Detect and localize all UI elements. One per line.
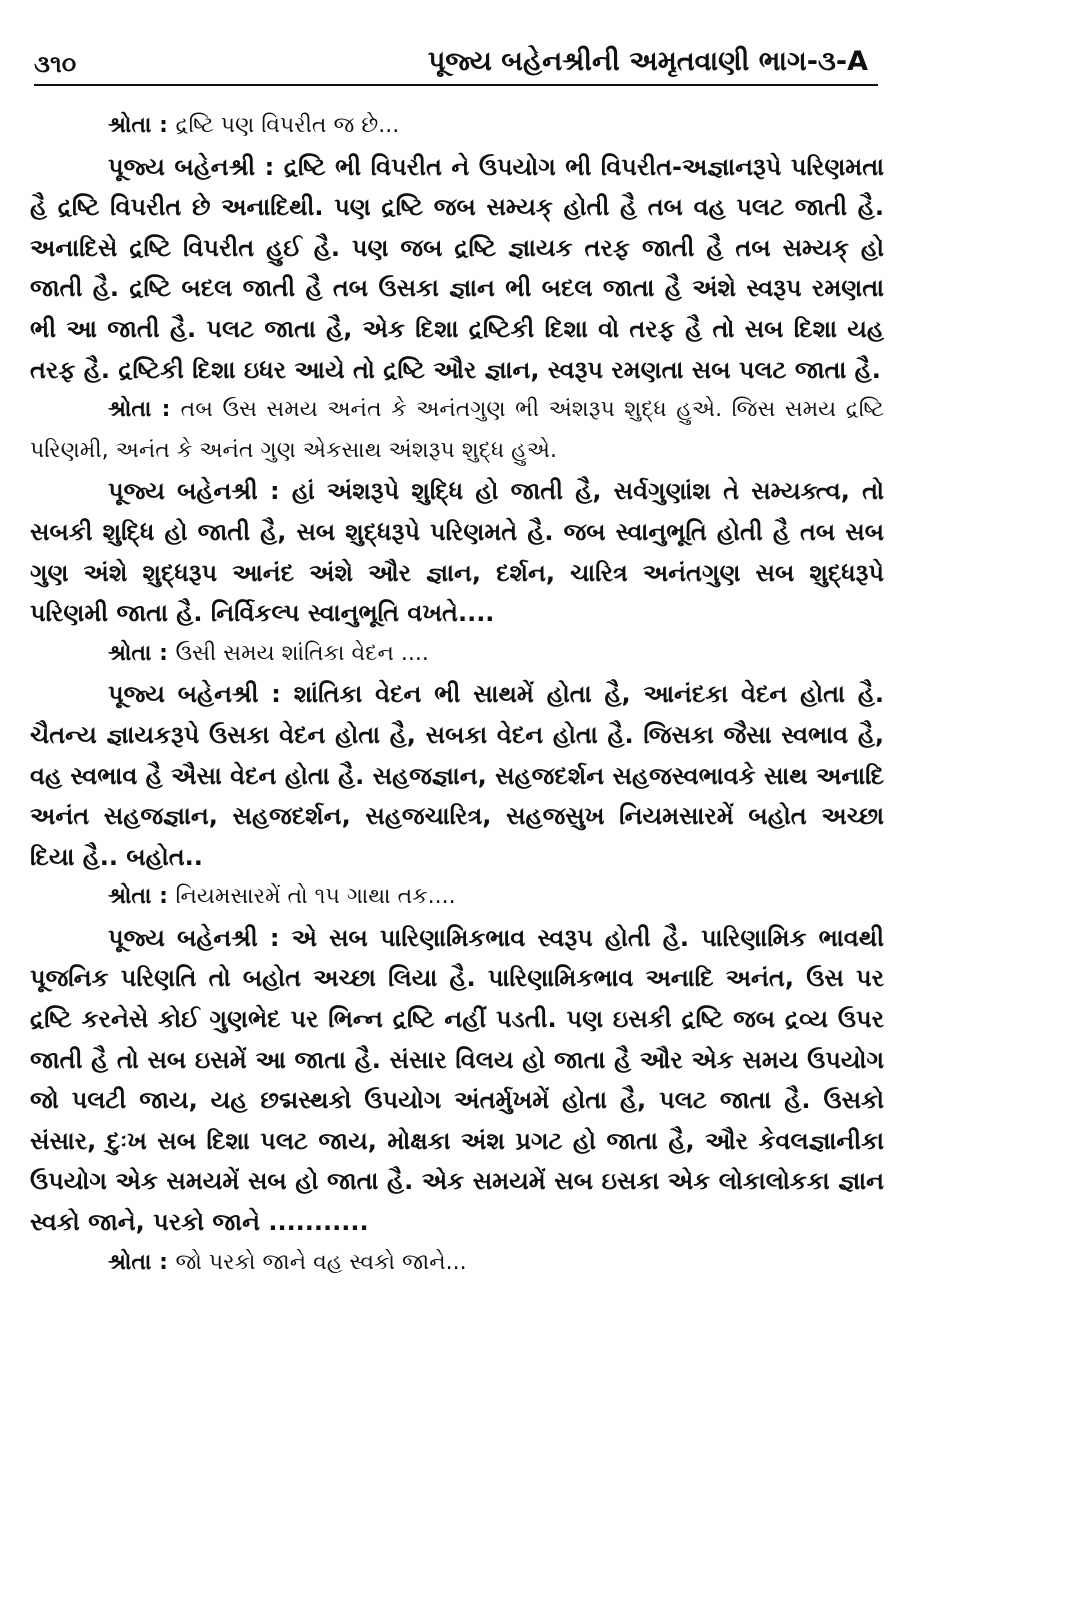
speaker-label: શ્રોતા xyxy=(108,113,152,138)
speaker-label: પૂજ્ય બહેનશ્રી xyxy=(108,477,258,506)
paragraph-text: શાંતિકા વેદન ભી સાથમેં હોતા હૈ, આનંદકા વેદન હોતા હૈ. ચૈતન્ય જ્ઞાયકરૂપે ઉસકા વેદન હોતા હૈ, સબકા વેદન હોતા હૈ. જિસકા જૈસા સ્વભાવ હૈ, વહ સ્વભાવ હૈ ઐસા વેદન હોતા હૈ. સહજજ્ઞાન, સહજદર્શન સહજસ્વભાવકે સાથ અનાદિ અનંત સહજજ્ઞાન, સહજદર્શન, સહજચારિત્ર, સહજસુખ નિયમસારમેં બહોત અચ્છા દિયા હૈ.. બહોત.. xyxy=(30,680,884,871)
speaker-label: શ્રોતા xyxy=(108,640,152,666)
paragraph-text: તબ ઉસ સમય અનંત કે અનંતગુણ ભી અંશરૂપ શુદ્ધ હુએ. જિસ સમય દ્રષ્ટિ પરિણમી, અનંત કે અનંત ગુણ એકસાથ અંશરૂપ શુદ્ધ હુએ. xyxy=(30,397,884,463)
paragraph-listener: શ્રોતા : દ્રષ્ટિ પણ વિપરીત જ છે... xyxy=(108,113,400,138)
speaker-label: પૂજ્ય બહેનશ્રી xyxy=(108,923,258,952)
page-number: ૩૧૦ xyxy=(34,50,77,78)
speaker-label: શ્રોતા xyxy=(108,1249,152,1275)
paragraph-listener: શ્રોતા : જો પરકો જાને વહ સ્વકો જાને... xyxy=(108,1249,467,1275)
paragraph-listener: શ્રોતા : ઉસી સમય શાંતિકા વેદન .... xyxy=(108,640,429,666)
paragraph-speaker: પૂજ્ય બહેનશ્રી : શાંતિકા વેદન ભી સાથમેં હોતા હૈ, આનંદકા વેદન હોતા હૈ. ચૈતન્ય જ્ઞાયકરૂપે ઉસકા વેદન હોતા હૈ, સબકા વેદન હોતા હૈ. જિસકા જૈસા સ્વભાવ હૈ, વહ સ્વભાવ હૈ ઐસા વેદન હોતા હૈ. સહજજ્ઞાન, સહજદર્શન સહજસ્વભાવકે સાથ અનાદિ અનંત સહજજ્ઞાન, સહજદર્શન, સહજચારિત્ર, સહજસુખ નિયમસારમેં બહોત અચ્છા દિયા હૈ.. બહોત.. xyxy=(30,680,884,871)
paragraph-speaker: પૂજ્ય બહેનશ્રી : એ સબ પારિણામિકભાવ સ્વરૂપ હોતી હૈ. પારિણામિક ભાવથી પૂજનિક પરિણતિ તો બહોત અચ્છા લિયા હૈ. પારિણામિકભાવ અનાદિ અનંત, ઉસ પર દ્રષ્ટિ કરનેસે કોઈ ગુણભેદ પર ભિન્ન દ્રષ્ટિ નહીં પડતી. પણ ઇસકી દ્રષ્ટિ જબ દ્રવ્ય ઉપર જાતી હૈ તો સબ ઇસમેં આ જાતા હૈ. સંસાર વિલય હો જાતા હૈ ઔર એક સમય ઉપયોગ જો પલટી જાય, યહ છદ્મસ્થકો ઉપયોગ અંતર્મુખમેં હોતા હૈ, પલટ જાતા હૈ. ઉસકો સંસાર, દુઃખ સબ દિશા પલટ જાય, મોક્ષકા અંશ પ્રગટ હો જાતા હૈ, ઔર કેવલજ્ઞાનીકા ઉપયોગ એક સમયમેં સબ હો જાતા હૈ. એક સમયમેં સબ ઇસકા એક લોકાલોકકા જ્ઞાન સ્વકો જાને, પરકો જાને ........... xyxy=(30,923,884,1237)
paragraph-speaker: પૂજ્ય બહેનશ્રી : દ્રષ્ટિ ભી વિપરીત ને ઉપયોગ ભી વિપરીત-અજ્ઞાનરૂપે પરિણમતા હૈ દ્રષ્ટિ વિપરીત છે અનાદિથી. પણ દ્રષ્ટિ જબ સમ્યક્ હોતી હૈ તબ વહ પલટ જાતી હૈ. અનાદિસે દ્રષ્ટિ વિપરીત હુઈ હૈ. પણ જબ દ્રષ્ટિ જ્ઞાયક તરફ જાતી હૈ તબ સમ્યક્ હો જાતી હૈ. દ્રષ્ટિ બદલ જાતી હૈ તબ ઉસકા જ્ઞાન ભી બદલ જાતા હૈ અંશે સ્વરૂપ રમણતા ભી આ જાતી હૈ. પલટ જાતા હૈ, એક દિશા દ્રષ્ટિકી દિશા વો તરફ હૈ તો સબ દિશા યહ તરફ હૈ. દ્રષ્ટિકી દિશા ઇધર આયે તો દ્રષ્ટિ ઔર જ્ઞાન, સ્વરૂપ રમણતા સબ પલટ જાતા હૈ. xyxy=(30,152,884,384)
paragraph-text: ઉસી સમય શાંતિકા વેદન .... xyxy=(175,640,429,666)
paragraph-text: હાં અંશરૂપે શુદ્ધિ હો જાતી હૈ, સર્વગુણાંશ તે સમ્યક્ત્વ, તો સબકી શુદ્ધિ હો જાતી હૈ, સબ શુદ્ધરૂપે પરિણમતે હૈ. જબ સ્વાનુભૂતિ હોતી હૈ તબ સબ ગુણ અંશે શુદ્ધરૂપ આનંદ અંશે ઔર જ્ઞાન, દર્શન, ચારિત્ર અનંતગુણ સબ શુદ્ધરૂપે પરિણમી જાતા હૈ. નિર્વિકલ્પ સ્વાનુભૂતિ વખતે.... xyxy=(30,477,884,628)
body-text xyxy=(30,106,884,1283)
paragraph-text: દ્રષ્ટિ ભી વિપરીત ને ઉપયોગ ભી વિપરીત-અજ્ઞાનરૂપે પરિણમતા હૈ દ્રષ્ટિ વિપરીત છે અનાદિથી. પણ દ્રષ્ટિ જબ સમ્યક્ હોતી હૈ તબ વહ પલટ જાતી હૈ. અનાદિસે દ્રષ્ટિ વિપરીત હુઈ હૈ. પણ જબ દ્રષ્ટિ જ્ઞાયક તરફ જાતી હૈ તબ સમ્યક્ હો જાતી હૈ. દ્રષ્ટિ બદલ જાતી હૈ તબ ઉસકા જ્ઞાન ભી બદલ જાતા હૈ અંશે સ્વરૂપ રમણતા ભી આ જાતી હૈ. પલટ જાતા હૈ, એક દિશા દ્રષ્ટિકી દિશા વો તરફ હૈ તો સબ દિશા યહ તરફ હૈ. દ્રષ્ટિકી દિશા ઇધર આયે તો દ્રષ્ટિ ઔર જ્ઞાન, સ્વરૂપ રમણતા સબ પલટ જાતા હૈ. xyxy=(30,152,884,384)
speaker-label: શ્રોતા xyxy=(108,884,152,910)
paragraph-text: જો પરકો જાને વહ સ્વકો જાને... xyxy=(175,1249,467,1275)
paragraph-listener: શ્રોતા : નિયમસારમેં તો ૧૫ ગાથા તક.... xyxy=(108,884,456,910)
paragraph-text: એ સબ પારિણામિકભાવ સ્વરૂપ હોતી હૈ. પારિણામિક ભાવથી પૂજનિક પરિણતિ તો બહોત અચ્છા લિયા હૈ. પારિણામિકભાવ અનાદિ અનંત, ઉસ પર દ્રષ્ટિ કરનેસે કોઈ ગુણભેદ પર ભિન્ન દ્રષ્ટિ નહીં પડતી. પણ ઇસકી દ્રષ્ટિ જબ દ્રવ્ય ઉપર જાતી હૈ તો સબ ઇસમેં આ જાતા હૈ. સંસાર વિલય હો જાતા હૈ ઔર એક સમય ઉપયોગ જો પલટી જાય, યહ છદ્મસ્થકો ઉપયોગ અંતર્મુખમેં હોતા હૈ, પલટ જાતા હૈ. ઉસકો સંસાર, દુઃખ સબ દિશા પલટ જાય, મોક્ષકા અંશ પ્રગટ હો જાતા હૈ, ઔર કેવલજ્ઞાનીકા ઉપયોગ એક સમયમેં સબ હો જાતા હૈ. એક સમયમેં સબ ઇસકા એક લોકાલોકકા જ્ઞાન સ્વકો જાને, પરકો જાને ........... xyxy=(30,923,884,1237)
paragraph-listener: શ્રોતા : તબ ઉસ સમય અનંત કે અનંતગુણ ભી અંશરૂપ શુદ્ધ હુએ. જિસ સમય દ્રષ્ટિ પરિણમી, અનંત કે અનંત ગુણ એકસાથ અંશરૂપ શુદ્ધ હુએ. xyxy=(30,397,884,463)
speaker-label: પૂજ્ય બહેનશ્રી xyxy=(108,680,259,709)
speaker-label: પૂજ્ય બહેનશ્રી xyxy=(108,152,256,181)
paragraph-speaker: પૂજ્ય બહેનશ્રી : હાં અંશરૂપે શુદ્ધિ હો જાતી હૈ, સર્વગુણાંશ તે સમ્યક્ત્વ, તો સબકી શુદ્ધિ હો જાતી હૈ, સબ શુદ્ધરૂપે પરિણમતે હૈ. જબ સ્વાનુભૂતિ હોતી હૈ તબ સબ ગુણ અંશે શુદ્ધરૂપ આનંદ અંશે ઔર જ્ઞાન, દર્શન, ચારિત્ર અનંતગુણ સબ શુદ્ધરૂપે પરિણમી જાતા હૈ. નિર્વિકલ્પ સ્વાનુભૂતિ વખતે.... xyxy=(30,477,884,628)
page-header xyxy=(34,46,878,86)
running-title: પૂજ્ય બહેનશ્રીની અમૃતવાણી ભાગ-૩-A xyxy=(427,46,868,77)
paragraph-text: નિયમસારમેં તો ૧૫ ગાથા તક.... xyxy=(175,884,456,910)
paragraph-text: દ્રષ્ટિ પણ વિપરીત જ છે... xyxy=(175,113,400,138)
speaker-label: શ્રોતા xyxy=(108,397,152,423)
